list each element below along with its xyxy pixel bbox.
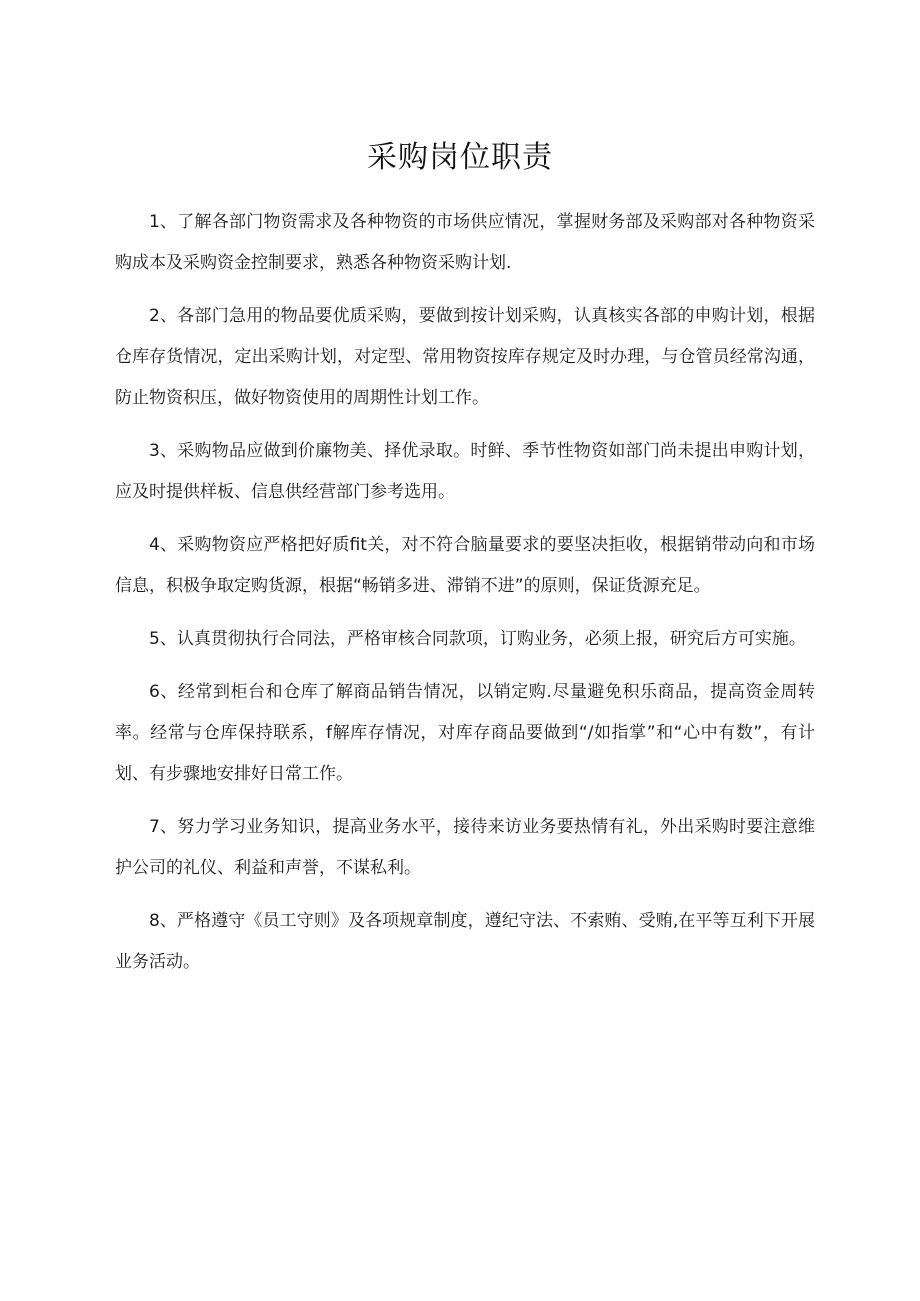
paragraph-1: 1、了解各部门物资需求及各种物资的市场供应情况，掌握财务部及采购部对各种物资采购成本及采购资金控制要求，熟悉各种物资采购计划. xyxy=(115,212,815,273)
paragraph-3: 3、采购物品应做到价廉物美、择优录取。时鲜、季节性物资如部门尚未提出申购计划，应及时提供样板、信息供经营部门参考选用。 xyxy=(115,441,815,502)
paragraph-2: 2、各部门急用的物品要优质采购，要做到按计划采购，认真核实各部的申购计划，根据仓库存货情况，定出采购计划，对定型、常用物资按库存规定及时办理，与仓管员经常沟通，防止物资积压，做好物资使用的周期性计划工作。 xyxy=(115,306,815,408)
paragraph-7: 7、努力学习业务知识，提高业务水平，接待来访业务要热情有礼，外出采购时要注意维护公司的礼仪、利益和声誉，不谋私利。 xyxy=(115,817,815,878)
page-title: 采购岗位职责 xyxy=(367,140,553,175)
paragraph-6: 6、经常到柜台和仓库了解商品销告情况，以销定购.尽量避免积乐商品，提高资金周转率。经常与仓库保持联系，f解库存情况，对库存商品要做到“/如指掌”和“心中有数”，有计划、有步骤地安排好日常工作。 xyxy=(115,682,815,784)
paragraph-5: 5、认真贯彻执行合同法，严格审核合同款项，订购业务，必须上报，研究后方可实施。 xyxy=(149,629,806,649)
paragraph-4: 4、采购物资应严格把好质fit关，对不符合脑量要求的要坚决拒收，根据销带动向和市场信息，积极争取定购货源，根据“畅销多进、滞销不进”的原则，保证货源充足。 xyxy=(115,535,815,596)
document-body xyxy=(115,202,815,995)
paragraph-8: 8、严格遵守《员工守则》及各项规章制度，遵纪守法、不索贿、受贿,在平等互利下开展业务活动。 xyxy=(115,911,815,972)
